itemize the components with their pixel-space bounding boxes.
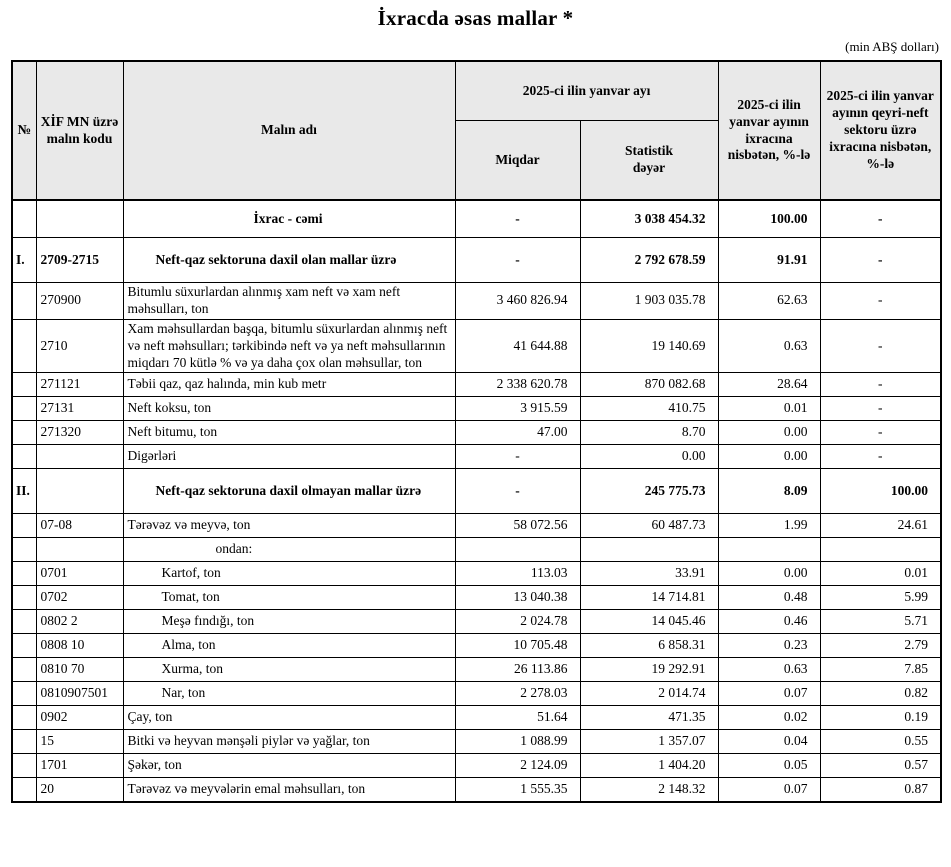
cell-val: 471.35 [580,706,718,730]
table-row [12,397,941,421]
cell-share: 0.00 [718,445,820,469]
cell-share: 62.63 [718,283,820,320]
cell-nonoil [820,538,941,562]
cell-num [12,397,36,421]
cell-name: Xam məhsullardan başqa, bitumlu süxurlardan alınmış neft və neft məhsulları; tərkibində neft və ya neft məhsullarının miqdarı 70 kütlə % və ya daha çox olan məhsullar, ton [123,319,455,373]
cell-code: 27131 [36,397,123,421]
cell-num [12,778,36,803]
cell-code: 271320 [36,421,123,445]
cell-nonoil: - [820,445,941,469]
cell-val: 1 404.20 [580,754,718,778]
cell-share: 28.64 [718,373,820,397]
cell-code: 0701 [36,562,123,586]
cell-code: 2709-2715 [36,238,123,283]
cell-qty: 1 088.99 [455,730,580,754]
header-num: № [12,61,36,200]
cell-share: 0.46 [718,610,820,634]
cell-qty: 2 338 620.78 [455,373,580,397]
cell-nonoil: - [820,283,941,320]
cell-num [12,514,36,538]
cell-num [12,373,36,397]
cell-name: Neft-qaz sektoruna daxil olan mallar üzrə [123,238,455,283]
cell-val: 60 487.73 [580,514,718,538]
cell-nonoil: 5.99 [820,586,941,610]
table-header [12,61,941,200]
table-row [12,682,941,706]
cell-num [12,421,36,445]
cell-code: 07-08 [36,514,123,538]
cell-val: 870 082.68 [580,373,718,397]
cell-name: Tərəvəz və meyvələrin emal məhsulları, ton [123,778,455,803]
cell-nonoil: - [820,200,941,238]
cell-name: Bitumlu süxurlardan alınmış xam neft və xam neft məhsulları, ton [123,283,455,320]
table-row [12,283,941,320]
cell-val [580,538,718,562]
cell-val: 3 038 454.32 [580,200,718,238]
cell-name: Nar, ton [123,682,455,706]
cell-qty: - [455,238,580,283]
header-share-total-export: 2025-ci ilin yanvar ayının ixracına nisbətən, %-lə [718,61,820,200]
cell-name: Xurma, ton [123,658,455,682]
cell-share: 0.23 [718,634,820,658]
cell-val: 19 140.69 [580,319,718,373]
cell-qty: 113.03 [455,562,580,586]
header-name: Malın adı [123,61,455,200]
cell-code: 0702 [36,586,123,610]
table-row [12,562,941,586]
cell-name: Şəkər, ton [123,754,455,778]
cell-code: 15 [36,730,123,754]
cell-code [36,200,123,238]
cell-share: 0.63 [718,658,820,682]
cell-share: 0.48 [718,586,820,610]
cell-share: 0.01 [718,397,820,421]
cell-code [36,445,123,469]
cell-code: 1701 [36,754,123,778]
cell-val: 1 357.07 [580,730,718,754]
cell-num: II. [12,469,36,514]
cell-nonoil: 24.61 [820,514,941,538]
table-row [12,469,941,514]
page-title: İxracda əsas mallar * [377,6,574,30]
cell-share: 0.05 [718,754,820,778]
cell-code: 271121 [36,373,123,397]
cell-name: Kartof, ton [123,562,455,586]
header-share-nonoil-export: 2025-ci ilin yanvar ayının qeyri-neft sektoru üzrə ixracına nisbətən, %-lə [820,61,941,200]
header-quantity: Miqdar [455,121,580,201]
table-row [12,200,941,238]
cell-num [12,634,36,658]
cell-qty: 10 705.48 [455,634,580,658]
cell-nonoil: - [820,421,941,445]
table-row [12,514,941,538]
cell-qty: 2 024.78 [455,610,580,634]
cell-code: 0902 [36,706,123,730]
cell-qty: - [455,200,580,238]
cell-num [12,706,36,730]
table-row [12,634,941,658]
cell-num [12,610,36,634]
cell-code: 2710 [36,319,123,373]
cell-num [12,319,36,373]
cell-nonoil: 0.57 [820,754,941,778]
cell-name: Bitki və heyvan mənşəli piylər və yağlar, ton [123,730,455,754]
cell-val: 33.91 [580,562,718,586]
cell-qty: 3 460 826.94 [455,283,580,320]
table-row [12,586,941,610]
cell-qty: 3 915.59 [455,397,580,421]
cell-num [12,562,36,586]
cell-share: 0.02 [718,706,820,730]
unit-note: (min ABŞ dolları) [845,39,939,54]
cell-qty: 13 040.38 [455,586,580,610]
cell-num [12,200,36,238]
cell-val: 410.75 [580,397,718,421]
cell-nonoil: 100.00 [820,469,941,514]
cell-nonoil: - [820,319,941,373]
cell-name: ondan: [123,538,455,562]
cell-code: 0810907501 [36,682,123,706]
cell-name: İxrac - cəmi [123,200,455,238]
cell-nonoil: 0.01 [820,562,941,586]
export-goods-table [11,60,942,803]
cell-qty: 1 555.35 [455,778,580,803]
table-row [12,706,941,730]
cell-qty: 2 124.09 [455,754,580,778]
cell-share: 0.04 [718,730,820,754]
table-row [12,319,941,373]
table-row [12,373,941,397]
cell-num [12,754,36,778]
cell-nonoil: - [820,238,941,283]
cell-code: 0808 10 [36,634,123,658]
header-code: XİF MN üzrə malın kodu [36,61,123,200]
cell-name: Alma, ton [123,634,455,658]
header-period-group: 2025-ci ilin yanvar ayı [455,61,718,121]
cell-share: 1.99 [718,514,820,538]
cell-nonoil: 5.71 [820,610,941,634]
cell-share: 0.00 [718,421,820,445]
cell-qty [455,538,580,562]
cell-name: Meşə fındığı, ton [123,610,455,634]
cell-num [12,538,36,562]
cell-qty: 2 278.03 [455,682,580,706]
cell-share: 0.07 [718,682,820,706]
table-row [12,658,941,682]
table-row [12,730,941,754]
cell-val: 0.00 [580,445,718,469]
cell-nonoil: 7.85 [820,658,941,682]
cell-qty: 26 113.86 [455,658,580,682]
cell-num: I. [12,238,36,283]
cell-name: Neft-qaz sektoruna daxil olmayan mallar üzrə [123,469,455,514]
cell-code [36,538,123,562]
cell-nonoil: - [820,373,941,397]
cell-nonoil: 0.19 [820,706,941,730]
cell-val: 2 148.32 [580,778,718,803]
table-body [12,200,941,802]
cell-share: 0.63 [718,319,820,373]
table-row [12,421,941,445]
cell-qty: - [455,445,580,469]
cell-val: 2 792 678.59 [580,238,718,283]
cell-nonoil: 0.87 [820,778,941,803]
cell-share: 100.00 [718,200,820,238]
cell-val: 245 775.73 [580,469,718,514]
cell-name: Çay, ton [123,706,455,730]
cell-num [12,586,36,610]
cell-qty: 58 072.56 [455,514,580,538]
cell-name: Tomat, ton [123,586,455,610]
cell-code: 270900 [36,283,123,320]
table-row [12,778,941,803]
cell-qty: - [455,469,580,514]
cell-val: 1 903 035.78 [580,283,718,320]
table-row [12,610,941,634]
cell-val: 14 045.46 [580,610,718,634]
cell-share: 91.91 [718,238,820,283]
cell-name: Neft koksu, ton [123,397,455,421]
cell-val: 2 014.74 [580,682,718,706]
cell-name: Neft bitumu, ton [123,421,455,445]
cell-share [718,538,820,562]
cell-qty: 41 644.88 [455,319,580,373]
cell-share: 0.07 [718,778,820,803]
cell-val: 14 714.81 [580,586,718,610]
cell-num [12,730,36,754]
table-row [12,445,941,469]
cell-val: 6 858.31 [580,634,718,658]
cell-code: 0810 70 [36,658,123,682]
cell-num [12,658,36,682]
cell-code [36,469,123,514]
cell-code: 0802 2 [36,610,123,634]
cell-name: Tərəvəz və meyvə, ton [123,514,455,538]
table-row [12,754,941,778]
cell-val: 19 292.91 [580,658,718,682]
cell-nonoil: 0.55 [820,730,941,754]
cell-share: 0.00 [718,562,820,586]
cell-num [12,682,36,706]
cell-name: Təbii qaz, qaz halında, min kub metr [123,373,455,397]
cell-name: Digərləri [123,445,455,469]
cell-val: 8.70 [580,421,718,445]
cell-num [12,283,36,320]
cell-qty: 47.00 [455,421,580,445]
table-row [12,238,941,283]
table-row [12,538,941,562]
cell-share: 8.09 [718,469,820,514]
header-statistical-value: Statistik dəyər [580,121,718,201]
cell-qty: 51.64 [455,706,580,730]
cell-num [12,445,36,469]
cell-code: 20 [36,778,123,803]
cell-nonoil: - [820,397,941,421]
cell-nonoil: 2.79 [820,634,941,658]
cell-nonoil: 0.82 [820,682,941,706]
